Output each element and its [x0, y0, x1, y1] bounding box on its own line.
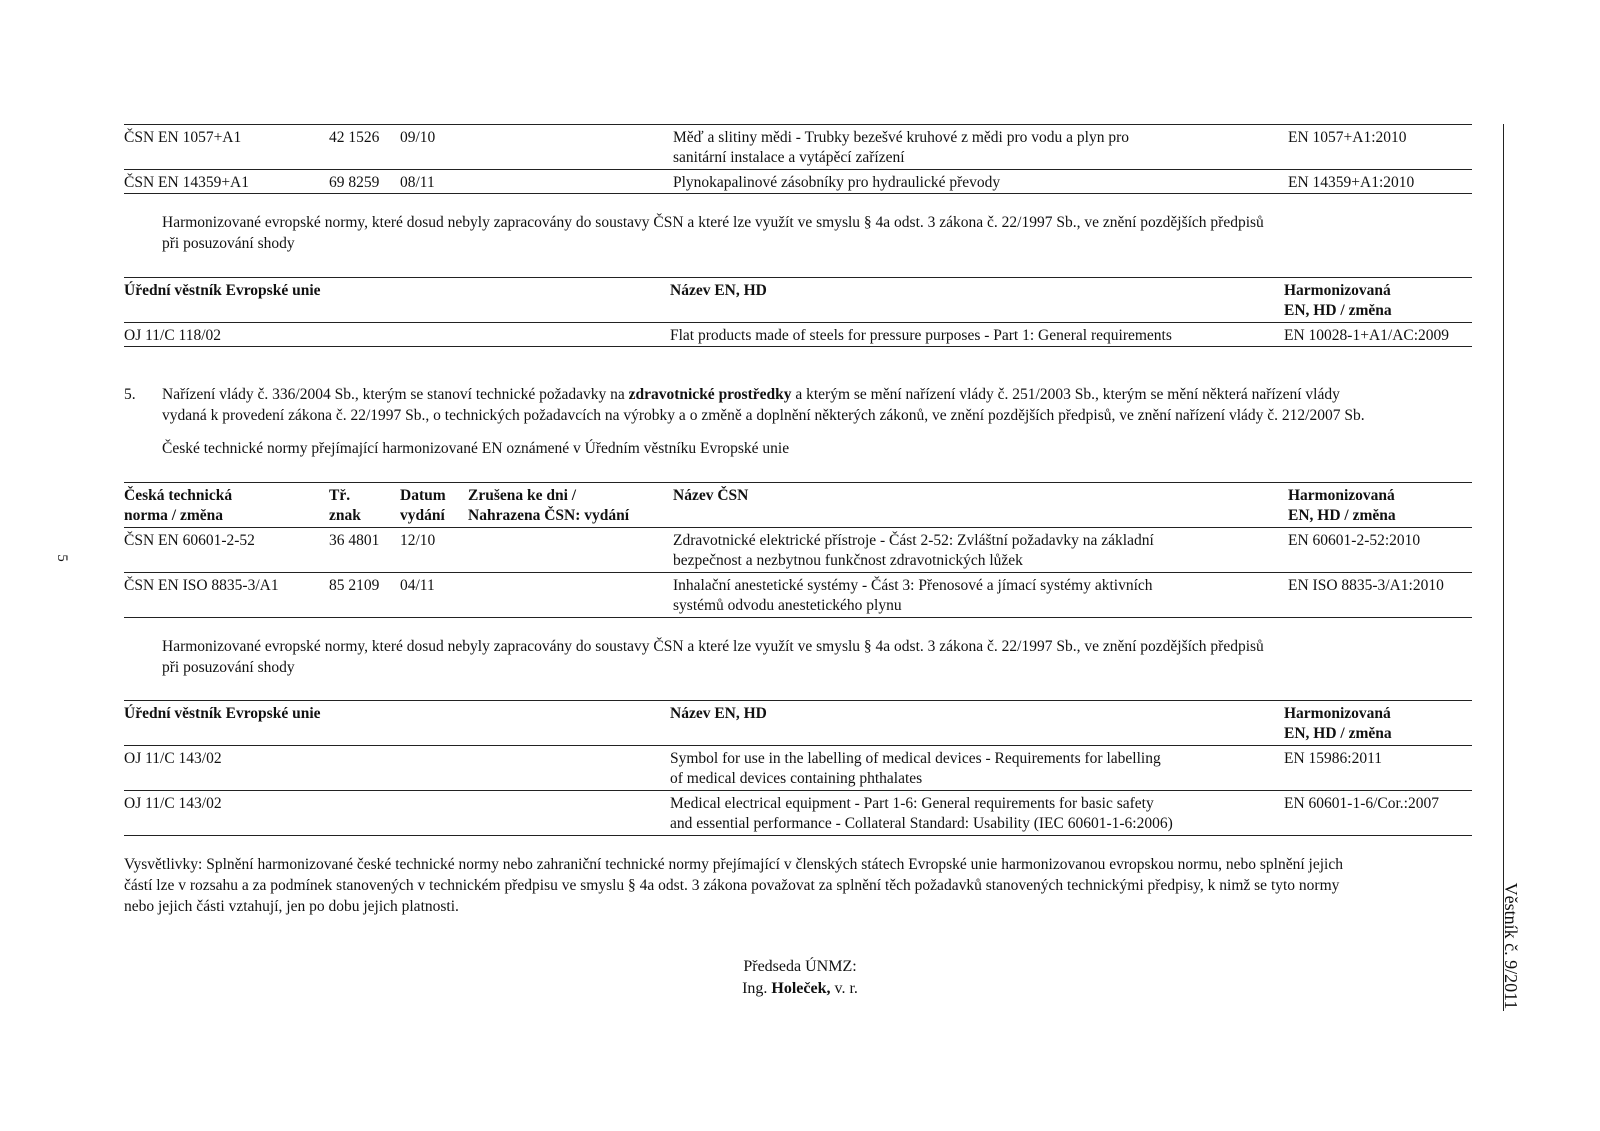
signature-prefix: Ing.: [742, 980, 772, 997]
explanatory-note-line2: částí lze v rozsahu a za podmínek stanovených v technickém předpisu ve smyslu § 4a odst. 3 zákona považovat za splnění těch požadavků stanovených technickými předpisy, k nimž se tyto normy: [124, 877, 1340, 894]
header-norm: Česká technická: [124, 487, 233, 504]
table-rule: [124, 745, 1472, 746]
norm-cell: ČSN EN 60601-2-52: [124, 532, 255, 549]
paragraph: Harmonizované evropské normy, které dosud nebyly zapracovány do soustavy ČSN a které lze využít ve smyslu § 4a odst. 3 zákona č. 22/1997 Sb., ve znění pozdějších předpisů: [162, 638, 1264, 655]
section-text: [162, 385, 1412, 405]
harm-cell: EN 14359+A1:2010: [1288, 174, 1415, 191]
table-rule: [124, 700, 1472, 701]
header-zrus: Zrušena ke dni /: [468, 487, 577, 504]
signature-suffix: v. r.: [830, 980, 858, 997]
table-rule: [124, 482, 1472, 483]
header-date-line2: vydání: [400, 507, 445, 524]
header-name: Název EN, HD: [670, 705, 767, 722]
oj-cell: OJ 11/C 143/02: [124, 795, 222, 812]
harm-cell: EN 10028-1+A1/AC:2009: [1284, 327, 1450, 344]
header-harm-line2: EN, HD / změna: [1288, 507, 1396, 524]
header-harm: Harmonizovaná: [1284, 705, 1391, 722]
journal-footer: Věstník č. 9/2011: [1501, 882, 1521, 1010]
table-rule: [124, 277, 1472, 278]
header-date: Datum: [400, 487, 446, 504]
table-rule: [124, 835, 1472, 836]
table-rule: [124, 124, 1472, 125]
section-text-b: a kterým se mění nařízení vlády č. 251/2003 Sb., kterým se mění některá nařízení vlády: [791, 386, 1340, 403]
name-cell: Symbol for use in the labelling of medical devices - Requirements for labelling: [670, 750, 1161, 767]
table-rule: [124, 193, 1472, 194]
znak-cell: 36 4801: [329, 532, 380, 549]
explanatory-note: Vysvětlivky: Splnění harmonizované české technické normy nebo zahraniční technické normy přejímající v členských státech Evropské unie harmonizovanou evropskou normu, nebo splnění jejich: [124, 856, 1343, 873]
znak-cell: 42 1526: [329, 129, 380, 146]
paragraph-line2: při posuzování shody: [162, 659, 295, 676]
section-text-line2: vydaná k provedení zákona č. 22/1997 Sb., o technických požadavcích na výrobky a o změně a doplnění některých zákonů, ve znění pozdějších předpisů, ve znění nařízení vlády č. 212/2007 Sb.: [162, 407, 1365, 424]
name-cell-line2: sanitární instalace a vytápěcí zařízení: [673, 149, 905, 166]
table-rule: [124, 322, 1472, 323]
harm-cell: EN 1057+A1:2010: [1288, 129, 1407, 146]
norm-cell: ČSN EN ISO 8835-3/A1: [124, 577, 279, 594]
name-cell: Zdravotnické elektrické přístroje - Část 2-52: Zvláštní požadavky na základní: [673, 532, 1154, 549]
section-text-bold: zdravotnické prostředky: [628, 386, 792, 403]
section-text-a: Nařízení vlády č. 336/2004 Sb., kterým se stanoví technické požadavky na: [162, 386, 629, 403]
norm-cell: ČSN EN 14359+A1: [124, 174, 249, 191]
header-znak: Tř.: [329, 487, 351, 504]
header-harm-line2: EN, HD / změna: [1284, 302, 1392, 319]
harm-cell: EN ISO 8835-3/A1:2010: [1288, 577, 1444, 594]
norm-cell: ČSN EN 1057+A1: [124, 129, 242, 146]
table-rule: [124, 790, 1472, 791]
znak-cell: 85 2109: [329, 577, 380, 594]
signature-surname: Holeček,: [771, 980, 831, 997]
date-cell: 08/11: [400, 174, 435, 191]
date-cell: 04/11: [400, 577, 435, 594]
paragraph: Harmonizované evropské normy, které dosud nebyly zapracovány do soustavy ČSN a které lze využít ve smyslu § 4a odst. 3 zákona č. 22/1997 Sb., ve znění pozdějších předpisů: [162, 214, 1264, 231]
name-cell: Inhalační anestetické systémy - Část 3: Přenosové a jímací systémy aktivních: [673, 577, 1153, 594]
date-cell: 12/10: [400, 532, 436, 549]
table-rule: [124, 169, 1472, 170]
header-norm-line2: norma / změna: [124, 507, 224, 524]
section-subtitle: České technické normy přejímající harmonizované EN oznámené v Úředním věstníku Evropské unie: [162, 440, 790, 457]
oj-cell: OJ 11/C 143/02: [124, 750, 222, 767]
header-harm-line2: EN, HD / změna: [1284, 725, 1392, 742]
header-harm: Harmonizovaná: [1288, 487, 1395, 504]
header-name: Název EN, HD: [670, 282, 767, 299]
znak-cell: 69 8259: [329, 174, 380, 191]
table-rule: [124, 617, 1472, 618]
name-cell: Měď a slitiny mědi - Trubky bezešvé kruhové z mědi pro vodu a plyn pro: [673, 129, 1130, 146]
name-cell: Flat products made of steels for pressure purposes - Part 1: General requirements: [670, 327, 1172, 344]
page-number: 5: [53, 554, 70, 562]
harm-cell: EN 15986:2011: [1284, 750, 1383, 767]
header-harm: Harmonizovaná: [1284, 282, 1391, 299]
date-cell: 09/10: [400, 129, 436, 146]
section-number: 5.: [124, 386, 136, 403]
signature-title: Předseda ÚNMZ:: [743, 958, 857, 975]
header-oj: Úřední věstník Evropské unie: [124, 705, 321, 722]
header-name: Název ČSN: [673, 487, 749, 504]
paragraph-line2: při posuzování shody: [162, 235, 295, 252]
table-rule: [124, 527, 1472, 528]
name-cell: Medical electrical equipment - Part 1-6: General requirements for basic safety: [670, 795, 1154, 812]
oj-cell: OJ 11/C 118/02: [124, 327, 222, 344]
harm-cell: EN 60601-2-52:2010: [1288, 532, 1421, 549]
header-znak-line2: znak: [329, 507, 361, 524]
table-rule: [124, 572, 1472, 573]
explanatory-note-line3: nebo jejich části vztahují, jen po dobu jejich platnosti.: [124, 898, 459, 915]
name-cell-line2: of medical devices containing phthalates: [670, 770, 923, 787]
harm-cell: EN 60601-1-6/Cor.:2007: [1284, 795, 1439, 812]
name-cell: Plynokapalinové zásobníky pro hydraulické převody: [673, 174, 1001, 191]
signature-name: [640, 979, 960, 999]
name-cell-line2: systémů odvodu anestetického plynu: [673, 597, 902, 614]
table-rule: [124, 346, 1472, 347]
name-cell-line2: and essential performance - Collateral Standard: Usability (IEC 60601-1-6:2006): [670, 815, 1173, 832]
header-zrus-line2: Nahrazena ČSN: vydání: [468, 507, 630, 524]
header-oj: Úřední věstník Evropské unie: [124, 282, 321, 299]
name-cell-line2: bezpečnost a nezbytnou funkčnost zdravotnických lůžek: [673, 552, 1023, 569]
